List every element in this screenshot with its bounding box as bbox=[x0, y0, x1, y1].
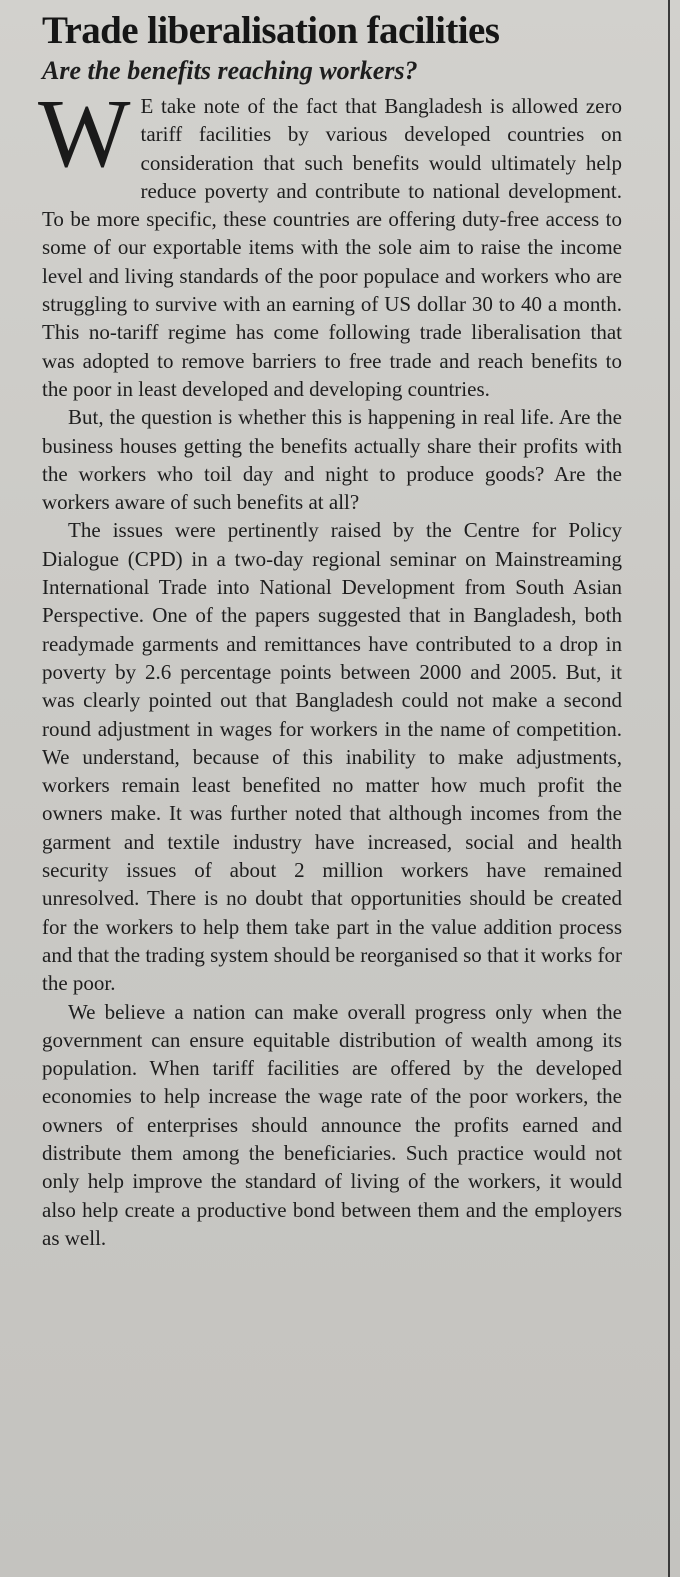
paragraph-3: The issues were pertinently raised by the Centre for Policy Dialogue (CPD) in a two-day regional seminar on Mainstreaming International Trade into National Development from South Asian Perspective. One of the papers suggested that in Bangladesh, both readymade garments and remittances have contributed to a drop in poverty by 2.6 percentage points between 2000 and 2005. But, it was clearly pointed out that Bangladesh could not make a second round adjustment in wages for workers in the name of competition. We understand, because of this inability to make adjustments, workers remain least benefited no matter how much profit the owners make. It was further noted that although incomes from the garment and textile industry have increased, social and health security issues of about 2 million workers have remained unresolved. There is no doubt that opportunities should be created for the workers to help them take part in the value addition process and that the trading system should be reorganised so that it works for the poor. bbox=[42, 518, 622, 996]
editorial-article bbox=[38, 8, 622, 1252]
headline: Trade liberalisation facilities bbox=[42, 9, 500, 52]
article-body bbox=[38, 80, 622, 1252]
column-rule bbox=[668, 0, 670, 1577]
paragraph-4: We believe a nation can make overall progress only when the government can ensure equitable distribution of wealth among its population. When tariff facilities are offered by the developed economies to help increase the wage rate of the poor workers, the owners of enterprises should announce the profits earned and distribute them among the beneficiaries. Such practice would not only help improve the standard of living of the workers, it would also help create a productive bond between them and the employers as well. bbox=[42, 999, 622, 1250]
paragraph-2: But, the question is whether this is happening in real life. Are the business houses getting the benefits actually share their profits with the workers who toil day and night to produce goods? Are the workers aware of such benefits at all? bbox=[42, 405, 622, 515]
drop-cap: W bbox=[38, 80, 131, 188]
paragraph-1 bbox=[38, 80, 622, 403]
subheadline: Are the benefits reaching workers? bbox=[42, 56, 418, 85]
paragraph-1-text: E take note of the fact that Bangladesh is allowed zero tariff facilities by various developed countries on consideration that such benefits would ultimately help reduce poverty and contribute to national development. To be more specific, these countries are offering duty-free access to some of our exportable items with the sole aim to raise the income level and living standards of the poor populace and workers who are struggling to survive with an earning of US dollar 30 to 40 a month. This no-tariff regime has come following trade liberalisation that was adopted to remove barriers to free trade and reach benefits to the poor in least developed and developing countries. bbox=[42, 94, 622, 401]
